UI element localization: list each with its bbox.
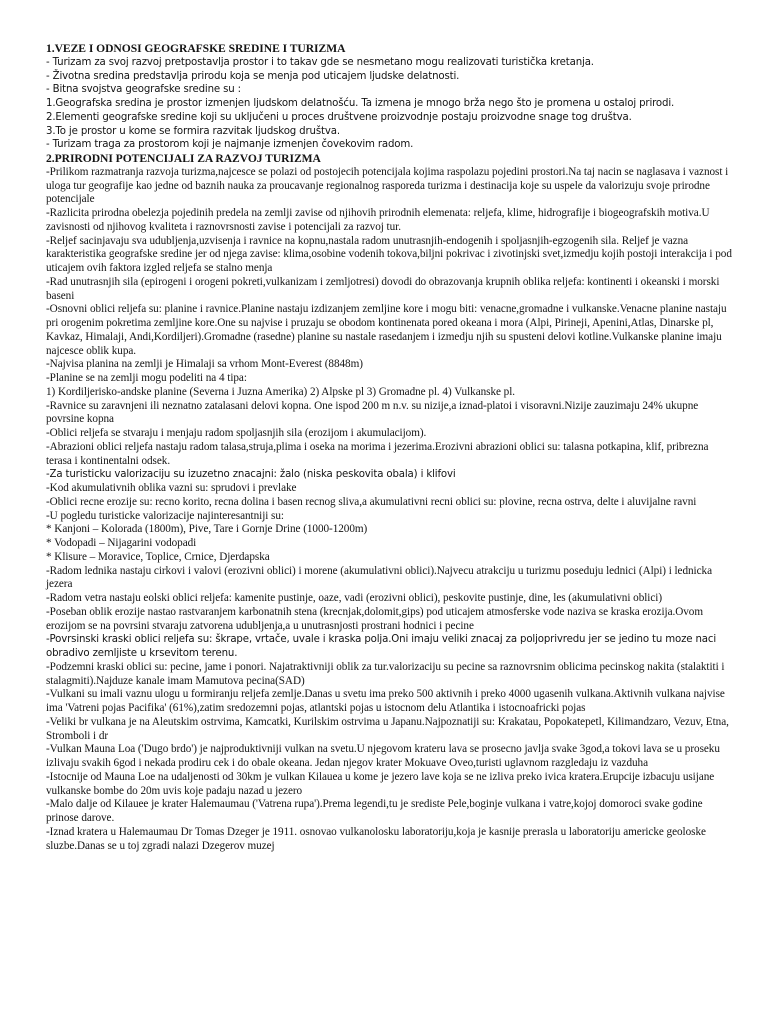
paragraph: - Turizam traga za prostorom koji je najmanje izmenjen čovekovim radom. [46, 139, 414, 151]
paragraph: -Poseban oblik erozije nastao rastvaranjem karbonatnih stena (krecnjak,dolomit,gips) pod uticajem atmosferske vode naziva se kraska erozija.Ovom erozijom se na povrsini stvaraju zatvorena udubljenja,a u unutrasnjosti prostrani hodnici i pecine [46, 605, 703, 632]
paragraph: 2.Elementi geografske sredine koji su uključeni u proces društvene proizvodnje postaju proizvodne snage tog društva. [46, 111, 632, 123]
paragraph: -Vulkan Mauna Loa ('Dugo brdo') je najproduktivniji vulkan na svetu.U njegovom krateru lava se prosecno javlja svake 3god,a tokovi lava se u proseku izlivaju svakih 6god i nekada prodiru cek i do obale okeana. Jedan njegov krater Mokuave Oveo,turisti uglavnom razgledaju iz vazduha [46, 743, 720, 769]
paragraph: -Veliki br vulkana je na Aleutskim ostrvima, Kamcatki, Kurilskim ostrvima u Japanu.Najpoznatiji su: Krakatau, Popokatepetl, Kilimandzaro, Vezuv, Etna, Stromboli i dr [46, 715, 729, 742]
paragraph: -Reljef sacinjavaju sva udubljenja,uzvisenja i ravnice na kopnu,nastala radom unutrasnjih-endogenih i spoljasnjih-egzogenih sila. Reljef je vazna karakteristika geografske sredine jer od njega zavise: klima,osobine vodenih tokova,biljni pokrivac i zivotinjski svet,izmedju kojih postoji interakcija i pod uticajem ovih faktora izgled reljefa se stalno menja [46, 234, 732, 274]
paragraph: -Ravnice su zaravnjeni ili neznatno zatalasani delovi kopna. One ispod 200 m n.v. su nizije,a iznad-platoi i visoravni.Nizije zauzimaju 24% ukupne povrsine kopna [46, 399, 699, 426]
paragraph: -Za turisticku valorizaciju su izuzetno znacajni: žalo (niska peskovita obala) i klifovi [46, 469, 456, 481]
paragraph: -Razlicita prirodna obelezja pojedinih predela na zemlji zavise od njihovih prirodnih elemenata: reljefa, klime, hidrografije i biogeografskih motiva.U zavisnosti od njihovog kvaliteta i raznovrsnosti zavise i potencijali za razvoj tur. [46, 207, 710, 233]
paragraph: -U pogledu turisticke valorizacije najinteresantniji su: [46, 509, 284, 522]
paragraph: -Rad unutrasnjih sila (epirogeni i orogeni pokreti,vulkanizam i zemljotresi) dovodi do obrazovanja krupnih oblika reljefa: kontinenti i okeanski i morski baseni [46, 275, 720, 302]
section-heading: 2.PRIRODNI POTENCIJALI ZA RAZVOJ TURIZMA [46, 152, 321, 165]
paragraph: -Vulkani su imali vaznu ulogu u formiranju reljefa zemlje.Danas u svetu ima preko 500 aktivnih i preko 4000 ugasenih vulkana.Aktivnih vulkana najvise ima 'Vatreni pojas Pacifika' (61%),zatim sredozemni pojas, atlantski pojas u istocnom delu Atlantika i istocnoafricki pojas [46, 688, 725, 714]
section-heading: 1.VEZE I ODNOSI GEOGRAFSKE SREDINE I TURIZMA [46, 42, 346, 55]
paragraph: - Životna sredina predstavlja prirodu koja se menja pod uticajem ljudske delatnosti. [46, 70, 460, 82]
paragraph: * Kanjoni – Kolorada (1800m), Pive, Tare i Gornje Drine (1000-1200m) [46, 523, 368, 536]
paragraph: -Kod akumulativnih oblika vazni su: sprudovi i prevlake [46, 482, 297, 494]
paragraph: -Oblici recne erozije su: recno korito, recna dolina i basen recnog sliva,a akumulativni recni oblici su: plovine, recna ostrva, delte i aluvijalne ravni [46, 495, 697, 508]
paragraph: -Prilikom razmatranja razvoja turizma,najcesce se polazi od postojecih potencijala kojima raspolazu pojedini prostori.Na taj nacin se naglasava i vaznost i uloga tur geografije kao jedne od baznih nauka za proucavanje regionalnog rasporeda turizma i destinacija koje su uspele da valorizuju svoje prirodne potencijale [46, 165, 729, 206]
paragraph: 1) Kordiljerisko-andske planine (Severna i Juzna Amerika) 2) Alpske pl 3) Gromadne pl. 4) Vulkanske pl. [46, 385, 516, 398]
paragraph: * Vodopadi – Nijagarini vodopadi [46, 537, 197, 549]
paragraph: 3.To je prostor u kome se formira razvitak ljudskog društva. [46, 125, 340, 137]
paragraph: -Najvisa planina na zemlji je Himalaji sa vrhom Mont-Everest (8848m) [46, 358, 363, 371]
document-page [46, 42, 736, 853]
paragraph: -Malo dalje od Kilauee je krater Halemaumau ('Vatrena rupa').Prema legendi,tu je srediste Pele,boginje vulkana i vatre,kojoj domoroci svake godine prinose darove. [46, 798, 703, 824]
paragraph: 1.Geografska sredina je prostor izmenjen ljudskom delatnošću. Ta izmena je mnogo brža nego što je promena u ostaloj prirodi. [46, 98, 675, 109]
paragraph: -Podzemni kraski oblici su: pecine, jame i ponori. Najatraktivniji oblik za tur.valorizaciju su pecine sa raznovrsnim oblicima pecinskog nakita (stalaktiti i stalagmiti).Najduze kanale imam Mamutova pecina(SAD) [46, 660, 725, 687]
paragraph: * Klisure – Moravice, Toplice, Crnice, Djerdapska [46, 550, 270, 563]
paragraph: -Povrsinski kraski oblici reljefa su: škrape, vrtače, uvale i kraska polja.Oni imaju veliki znacaj za poljoprivredu jer se jedino tu moze naci obradivo zemljiste u krsevitom terenu. [46, 634, 717, 659]
paragraph: - Turizam za svoj razvoj pretpostavlja prostor i to takav gde se nesmetano mogu realizovati turistička kretanja. [46, 56, 594, 68]
paragraph: -Radom vetra nastaju eolski oblici reljefa: kamenite pustinje, oaze, vadi (erozivni oblici), peskovite pustinje, dine, les (akumulativni oblici) [46, 592, 663, 604]
paragraph: -Istocnije od Mauna Loe na udaljenosti od 30km je vulkan Kilauea u kome je jezero lave koja se ne izliva preko ivica kratera.Erupcije izbacuju usijane vulkanske bombe do 20m uvis koje padaju nazad u jezero [46, 770, 715, 797]
paragraph: -Abrazioni oblici reljefa nastaju radom talasa,struja,plima i oseka na morima i jezerima.Erozivni abrazioni oblici su: talasna potkapina, klif, pribrezna terasa i kontinentalni odsek. [46, 440, 709, 467]
paragraph: -Radom lednika nastaju cirkovi i valovi (erozivni oblici) i morene (akumulativni oblici).Najvecu atrakciju u turizmu poseduju lednici (Alpi) i lednicka jezera [46, 564, 712, 591]
paragraph: -Planine se na zemlji mogu podeliti na 4 tipa: [46, 372, 247, 384]
paragraph: -Iznad kratera u Halemaumau Dr Tomas Dzeger je 1911. osnovao vulkanolosku laboratoriju,koja je kasnije prerasla u laboratoriju americke geoloske sluzbe.Danas se u toj zgradi nalazi Dzegerov muzej [46, 825, 706, 852]
paragraph: - Bitna svojstva geografske sredine su : [46, 84, 241, 96]
paragraph: -Osnovni oblici reljefa su: planine i ravnice.Planine nastaju izdizanjem zemljine kore i mogu biti: venacne,gromadne i vulkanske.Venacne planine nastaju pri orogenim pokretima zemljine kore.One su najvise i pruzaju se obodom kontinenata pored okeana i mora (Alpi, Pirineji, Apenini,Atlas, Dinarske pl, Kavkaz, Himalaji, Andi,Kordiljeri).Gromadne (rasedne) planine su nastale rasedanjem i izmedju njih su spusteni delovi kotline.Vulkanske planine imaju najcesce oblik kupa. [46, 303, 727, 357]
paragraph: -Oblici reljefa se stvaraju i menjaju radom spoljasnjih sila (erozijom i akumulacijom). [46, 427, 427, 439]
